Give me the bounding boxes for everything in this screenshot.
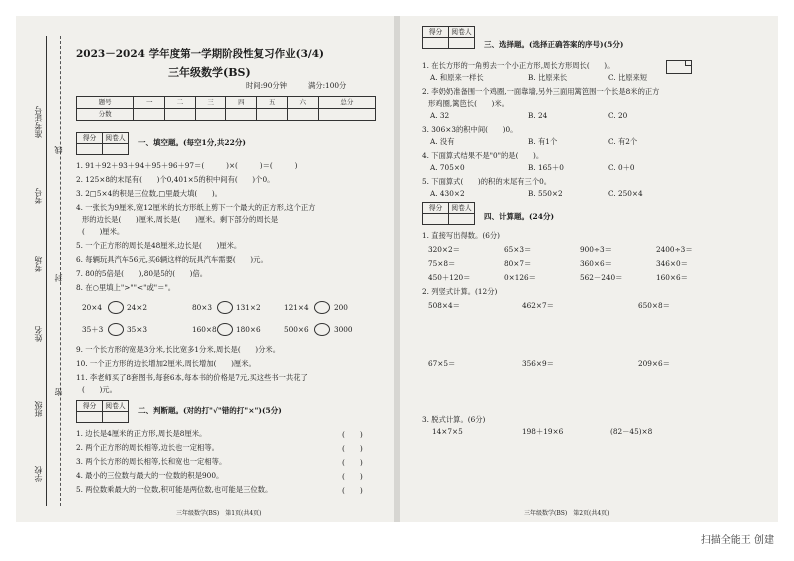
grader-reviewer-label: 阅卷人 (449, 27, 475, 38)
grader-blank[interactable] (423, 214, 449, 225)
compare-circle[interactable] (217, 301, 233, 314)
judge-item: 5. 两位数乘最大的一位数,积可能是两位数,也可能是三位数。 (76, 485, 273, 494)
score-cell: 分数 (77, 109, 134, 121)
exam-time: 时间:90分钟 (246, 81, 287, 90)
vertical-calc-item: 356×9＝ (522, 359, 554, 368)
choice-4-question: 4. 下面算式结果不是"0"的是( )。 (422, 151, 544, 160)
question-2: 2. 125×8的末尾有( )个0,401×5的积中间有( )个0。 (76, 175, 275, 184)
choice-2-question-line1: 2. 李奶奶准备围一个鸡圈,一面靠墙,另外三面用篱笆围一个长是8米的正方 (422, 87, 660, 96)
page-left (16, 16, 394, 522)
margin-label-class: 班级 (34, 401, 43, 417)
margin-label-number: 考号 (34, 188, 43, 204)
score-cell: 四 (226, 97, 257, 109)
choice-2-question-line2: 形鸡圈,篱笆长( )米。 (428, 99, 509, 108)
compare-left: 160×8 (192, 325, 217, 334)
oral-calc-item: 0×126＝ (504, 273, 536, 282)
score-cell: 五 (257, 97, 288, 109)
score-cell: 题号 (77, 97, 134, 109)
oral-calc-item: 346×0＝ (656, 259, 688, 268)
choice-option[interactable]: C. 比原来短 (608, 73, 648, 82)
question-7: 7. 80的5倍是( ),80是5的( )倍。 (76, 269, 208, 278)
choice-option[interactable]: A. 和原来一样长 (430, 73, 484, 82)
page-footer-left: 三年级数学(BS) 第1页(共4页) (176, 510, 262, 517)
oral-calc-item: 75×8＝ (428, 259, 456, 268)
compare-left: 80×3 (192, 303, 213, 312)
choice-5-question: 5. 下面算式( )的积的末尾有三个0。 (422, 177, 552, 186)
score-blank[interactable] (287, 109, 318, 121)
score-cell: 总分 (318, 97, 375, 109)
compare-right: 24×2 (127, 303, 148, 312)
question-11-line1: 11. 李老师买了8套图书,每套6本,每本书的价格是7元,买这些书一共花了 (76, 373, 308, 382)
score-cell: 三 (195, 97, 226, 109)
compare-right: 180×6 (236, 325, 261, 334)
compare-left: 500×6 (284, 325, 309, 334)
grader-box-4 (422, 202, 475, 225)
margin-label-exam-id: 准考证号 (34, 106, 43, 138)
section-title-judge: 二、判断题。(对的打"√"错的打"×")(5分) (138, 406, 282, 415)
judge-answer-paren[interactable]: ( ) (342, 444, 363, 453)
score-table (76, 96, 376, 121)
step-calc-item: 198＋19×6 (522, 427, 564, 436)
oral-calc-item: 450＋120＝ (428, 273, 471, 282)
question-3: 3. 2□5×4的积是三位数,□里最大填( )。 (76, 189, 222, 198)
choice-option[interactable]: B. 有1个 (528, 137, 558, 146)
score-blank[interactable] (226, 109, 257, 121)
vertical-calc-item: 508×4＝ (428, 301, 460, 310)
compare-left: 121×4 (284, 303, 309, 312)
compare-left: 35＋3 (82, 325, 104, 334)
section-title-calc: 四、计算题。(24分) (484, 212, 555, 221)
judge-answer-paren[interactable]: ( ) (342, 472, 363, 481)
choice-option[interactable]: B. 550×2 (528, 189, 563, 198)
calc-2-title: 2. 列竖式计算。(12分) (422, 287, 498, 296)
grader-blank[interactable] (103, 412, 129, 423)
choice-option[interactable]: A. 705×0 (430, 163, 465, 172)
choice-option[interactable]: A. 没有 (430, 137, 455, 146)
compare-right: 131×2 (236, 303, 261, 312)
question-8: 8. 在○里填上">""<"或"＝"。 (76, 283, 176, 292)
seal-dashed-line (60, 36, 61, 506)
grader-reviewer-label: 阅卷人 (103, 401, 129, 412)
calc-3-title: 3. 脱式计算。(6分) (422, 415, 486, 424)
choice-3-question: 3. 306×3的积中间( )0。 (422, 125, 518, 134)
compare-circle[interactable] (314, 301, 330, 314)
vertical-calc-item: 209×6＝ (638, 359, 670, 368)
margin-label-school: 学校 (34, 466, 43, 482)
question-4-line3: ( )厘米。 (82, 227, 125, 236)
scanned-sheet (16, 16, 778, 522)
score-blank[interactable] (165, 109, 196, 121)
step-calc-item: (82－45)×8 (610, 427, 653, 436)
choice-option[interactable]: B. 比原来长 (528, 73, 568, 82)
vertical-calc-item: 462×7＝ (522, 301, 554, 310)
compare-circle[interactable] (217, 323, 233, 336)
grader-blank[interactable] (77, 144, 103, 155)
judge-answer-paren[interactable]: ( ) (342, 486, 363, 495)
page-right (400, 16, 778, 522)
choice-option[interactable]: A. 430×2 (430, 189, 465, 198)
grader-blank[interactable] (77, 412, 103, 423)
grader-blank[interactable] (103, 144, 129, 155)
judge-answer-paren[interactable]: ( ) (342, 430, 363, 439)
grader-blank[interactable] (449, 214, 475, 225)
choice-option[interactable]: C. 有2个 (608, 137, 638, 146)
exam-subtitle: 三年级数学(BS) (168, 66, 251, 79)
question-9: 9. 一个长方形的宽是3分米,长比宽多1分米,周长是( )分米。 (76, 345, 281, 354)
oral-calc-item: 320×2＝ (428, 245, 460, 254)
question-1: 1. 91＋92＋93＋94＋95＋96＋97＝( )×( )＝( ) (76, 161, 298, 170)
cut-square-figure (685, 60, 692, 66)
grader-box-2 (76, 400, 129, 423)
oral-calc-item: 360×6＝ (580, 259, 612, 268)
page-footer-right: 三年级数学(BS) 第2页(共4页) (524, 510, 610, 517)
compare-circle[interactable] (314, 323, 330, 336)
compare-circle[interactable] (108, 301, 124, 314)
judge-item: 1. 边长是4厘米的正方形,周长是8厘米。 (76, 429, 207, 438)
compare-right: 3000 (334, 325, 353, 334)
choice-option[interactable]: B. 24 (528, 111, 548, 120)
choice-option[interactable]: C. 0＋0 (608, 163, 635, 172)
vertical-calc-item: 650×8＝ (638, 301, 670, 310)
oral-calc-item: 160×6＝ (656, 273, 688, 282)
score-blank[interactable] (195, 109, 226, 121)
section-title-fill: 一、填空题。(每空1分,共22分) (138, 138, 246, 147)
question-6: 6. 每辆玩具汽车56元,买6辆这样的玩具汽车需要( )元。 (76, 255, 268, 264)
exam-full-score: 满分:100分 (308, 81, 347, 90)
question-4-line2: 形的边长是( )厘米,周长是( )厘米。剩下部分的周长是 (82, 215, 279, 224)
scanner-watermark: 扫描全能王 创建 (700, 535, 774, 546)
oral-calc-item: 2400÷3＝ (656, 245, 693, 254)
grader-reviewer-label: 阅卷人 (103, 133, 129, 144)
margin-label-room: 考场 (34, 256, 43, 272)
margin-mark-line: 线 (54, 146, 63, 154)
choice-1-question: 1. 在长方形的一角剪去一个小正方形,周长方形周长( )。 (422, 61, 615, 70)
judge-item: 2. 两个正方形的周长相等,边长也一定相等。 (76, 443, 219, 452)
score-blank[interactable] (134, 109, 165, 121)
oral-calc-item: 80×7＝ (504, 259, 532, 268)
choice-option[interactable]: C. 250×4 (608, 189, 643, 198)
judge-answer-paren[interactable]: ( ) (342, 458, 363, 467)
score-blank[interactable] (318, 109, 375, 121)
oral-calc-item: 65×3＝ (504, 245, 532, 254)
oral-calc-item: 900÷3＝ (580, 245, 612, 254)
vertical-calc-item: 67×5＝ (428, 359, 456, 368)
oral-calc-item: 562－240＝ (580, 273, 623, 282)
choice-option[interactable]: A. 32 (430, 111, 450, 120)
question-11-line2: ( )元。 (82, 385, 117, 394)
compare-right: 35×3 (127, 325, 148, 334)
section-title-choice: 三、选择题。(选择正确答案的序号)(5分) (484, 40, 624, 49)
grader-score-label: 得分 (77, 401, 103, 412)
judge-item: 4. 最小的三位数与最大的一位数的积是900。 (76, 471, 224, 480)
calc-1-title: 1. 直接写出得数。(6分) (422, 231, 500, 240)
grader-box-1 (76, 132, 129, 155)
margin-mark-close: 密 (54, 388, 63, 396)
score-cell: 六 (287, 97, 318, 109)
grader-score-label: 得分 (77, 133, 103, 144)
grader-blank[interactable] (423, 38, 449, 49)
grader-blank[interactable] (449, 38, 475, 49)
grader-box-3 (422, 26, 475, 49)
choice-option[interactable]: B. 165＋0 (528, 163, 564, 172)
binding-line (46, 36, 47, 506)
step-calc-item: 14×7×5 (432, 427, 463, 436)
margin-mark-seal: 封 (54, 274, 63, 282)
score-cell: 二 (165, 97, 196, 109)
judge-item: 3. 两个长方形的周长相等,长和宽也一定相等。 (76, 457, 227, 466)
question-4-line1: 4. 一张长为9厘米,宽12厘米的长方形纸上剪下一个最大的正方形,这个正方 (76, 203, 316, 212)
grader-reviewer-label: 阅卷人 (449, 203, 475, 214)
exam-title: 2023－2024 学年度第一学期阶段性复习作业(3/4) (76, 48, 324, 60)
question-5: 5. 一个正方形的周长是48厘米,边长是( )厘米。 (76, 241, 242, 250)
margin-label-name: 姓名 (34, 326, 43, 342)
grader-score-label: 得分 (423, 203, 449, 214)
compare-circle[interactable] (108, 323, 124, 336)
question-10: 10. 一个正方形的边长增加2厘米,周长增加( )厘米。 (76, 359, 256, 368)
compare-left: 20×4 (82, 303, 103, 312)
score-cell: 一 (134, 97, 165, 109)
choice-option[interactable]: C. 20 (608, 111, 628, 120)
score-table-score-row (77, 109, 376, 121)
score-blank[interactable] (257, 109, 288, 121)
score-table-header-row (77, 97, 376, 109)
grader-score-label: 得分 (423, 27, 449, 38)
compare-right: 200 (334, 303, 348, 312)
